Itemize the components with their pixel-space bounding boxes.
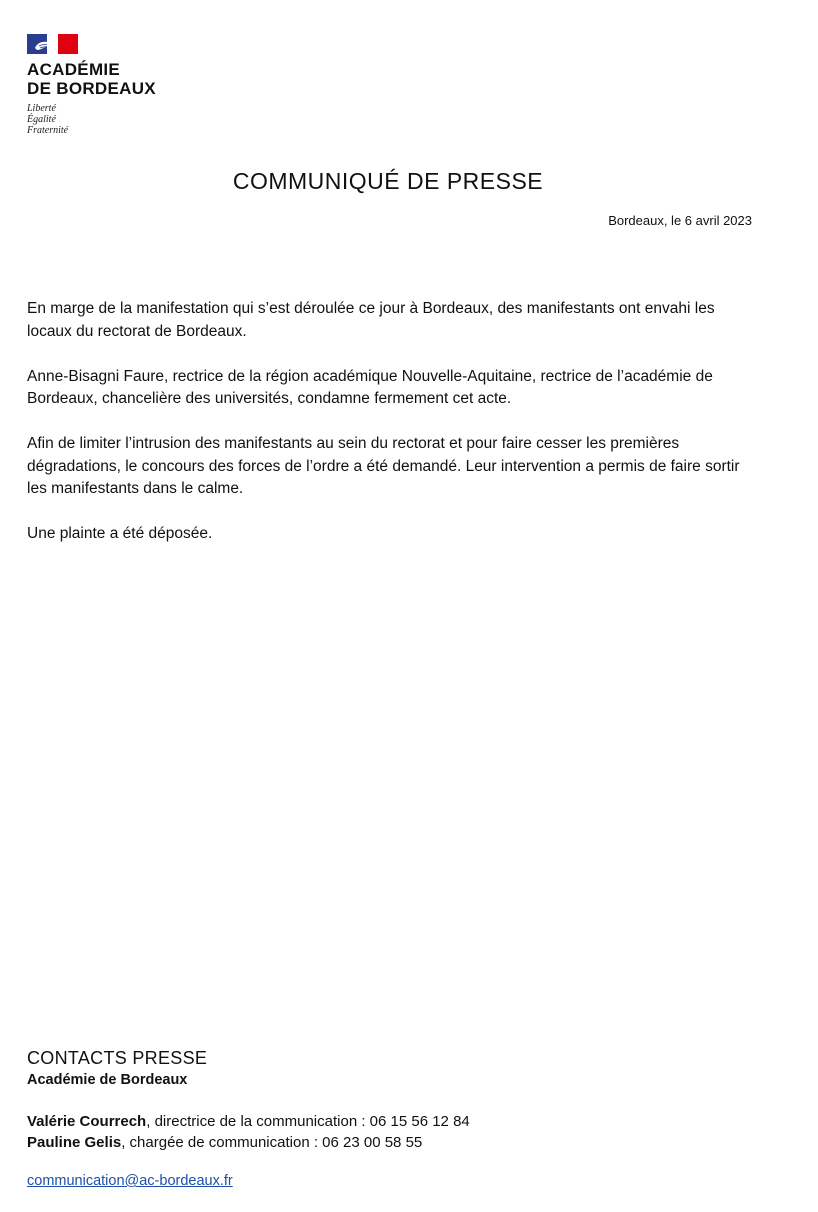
press-contacts <box>27 1047 767 1190</box>
contact-role: , chargée de communication : 06 23 00 58 55 <box>121 1134 423 1151</box>
contact-role: , directrice de la communication : 06 15 56 12 84 <box>146 1113 470 1130</box>
flag-red-band <box>58 34 78 54</box>
republic-motto <box>27 103 187 136</box>
flag-blue-band <box>27 34 47 54</box>
institution-name <box>27 60 187 98</box>
page-title: COMMUNIQUÉ DE PRESSE <box>232 168 544 194</box>
press-release-body <box>27 298 757 568</box>
institution-line-2: DE BORDEAUX <box>27 79 156 98</box>
motto-fraternite: Fraternité <box>27 125 69 136</box>
contact-person <box>27 1111 767 1132</box>
republique-flag-block <box>27 34 78 54</box>
flag-white-band <box>47 34 58 54</box>
document-date: Bordeaux, le 6 avril 2023 <box>608 213 752 228</box>
contacts-organization: Académie de Bordeaux <box>27 1072 188 1088</box>
motto-liberte: Liberté <box>27 103 56 114</box>
body-paragraph-1: En marge de la manifestation qui s’est déroulée ce jour à Bordeaux, des manifestants ont envahi les locaux du rectorat de Bordeaux. <box>27 300 715 340</box>
contact-person <box>27 1132 767 1153</box>
body-paragraph-4: Une plainte a été déposée. <box>27 525 213 542</box>
academie-logo <box>27 34 187 136</box>
body-paragraph-3: Afin de limiter l’intrusion des manifestants au sein du rectorat et pour faire cesser les premières dégradations, le concours des forces de l’ordre a été demandé. Leur intervention a permis de faire sortir les manifestants dans le calme. <box>27 435 740 497</box>
contacts-heading: CONTACTS PRESSE <box>27 1048 208 1068</box>
motto-egalite: Égalité <box>27 114 56 125</box>
institution-line-1: ACADÉMIE <box>27 60 121 79</box>
contact-email-link[interactable]: communication@ac-bordeaux.fr <box>27 1173 233 1189</box>
contact-name: Valérie Courrech <box>27 1113 147 1130</box>
contact-name: Pauline Gelis <box>27 1134 122 1151</box>
contacts-list <box>27 1111 767 1153</box>
body-paragraph-2: Anne-Bisagni Faure, rectrice de la région académique Nouvelle-Aquitaine, rectrice de l’académie de Bordeaux, chancelière des universités, condamne fermement cet acte. <box>27 367 713 407</box>
